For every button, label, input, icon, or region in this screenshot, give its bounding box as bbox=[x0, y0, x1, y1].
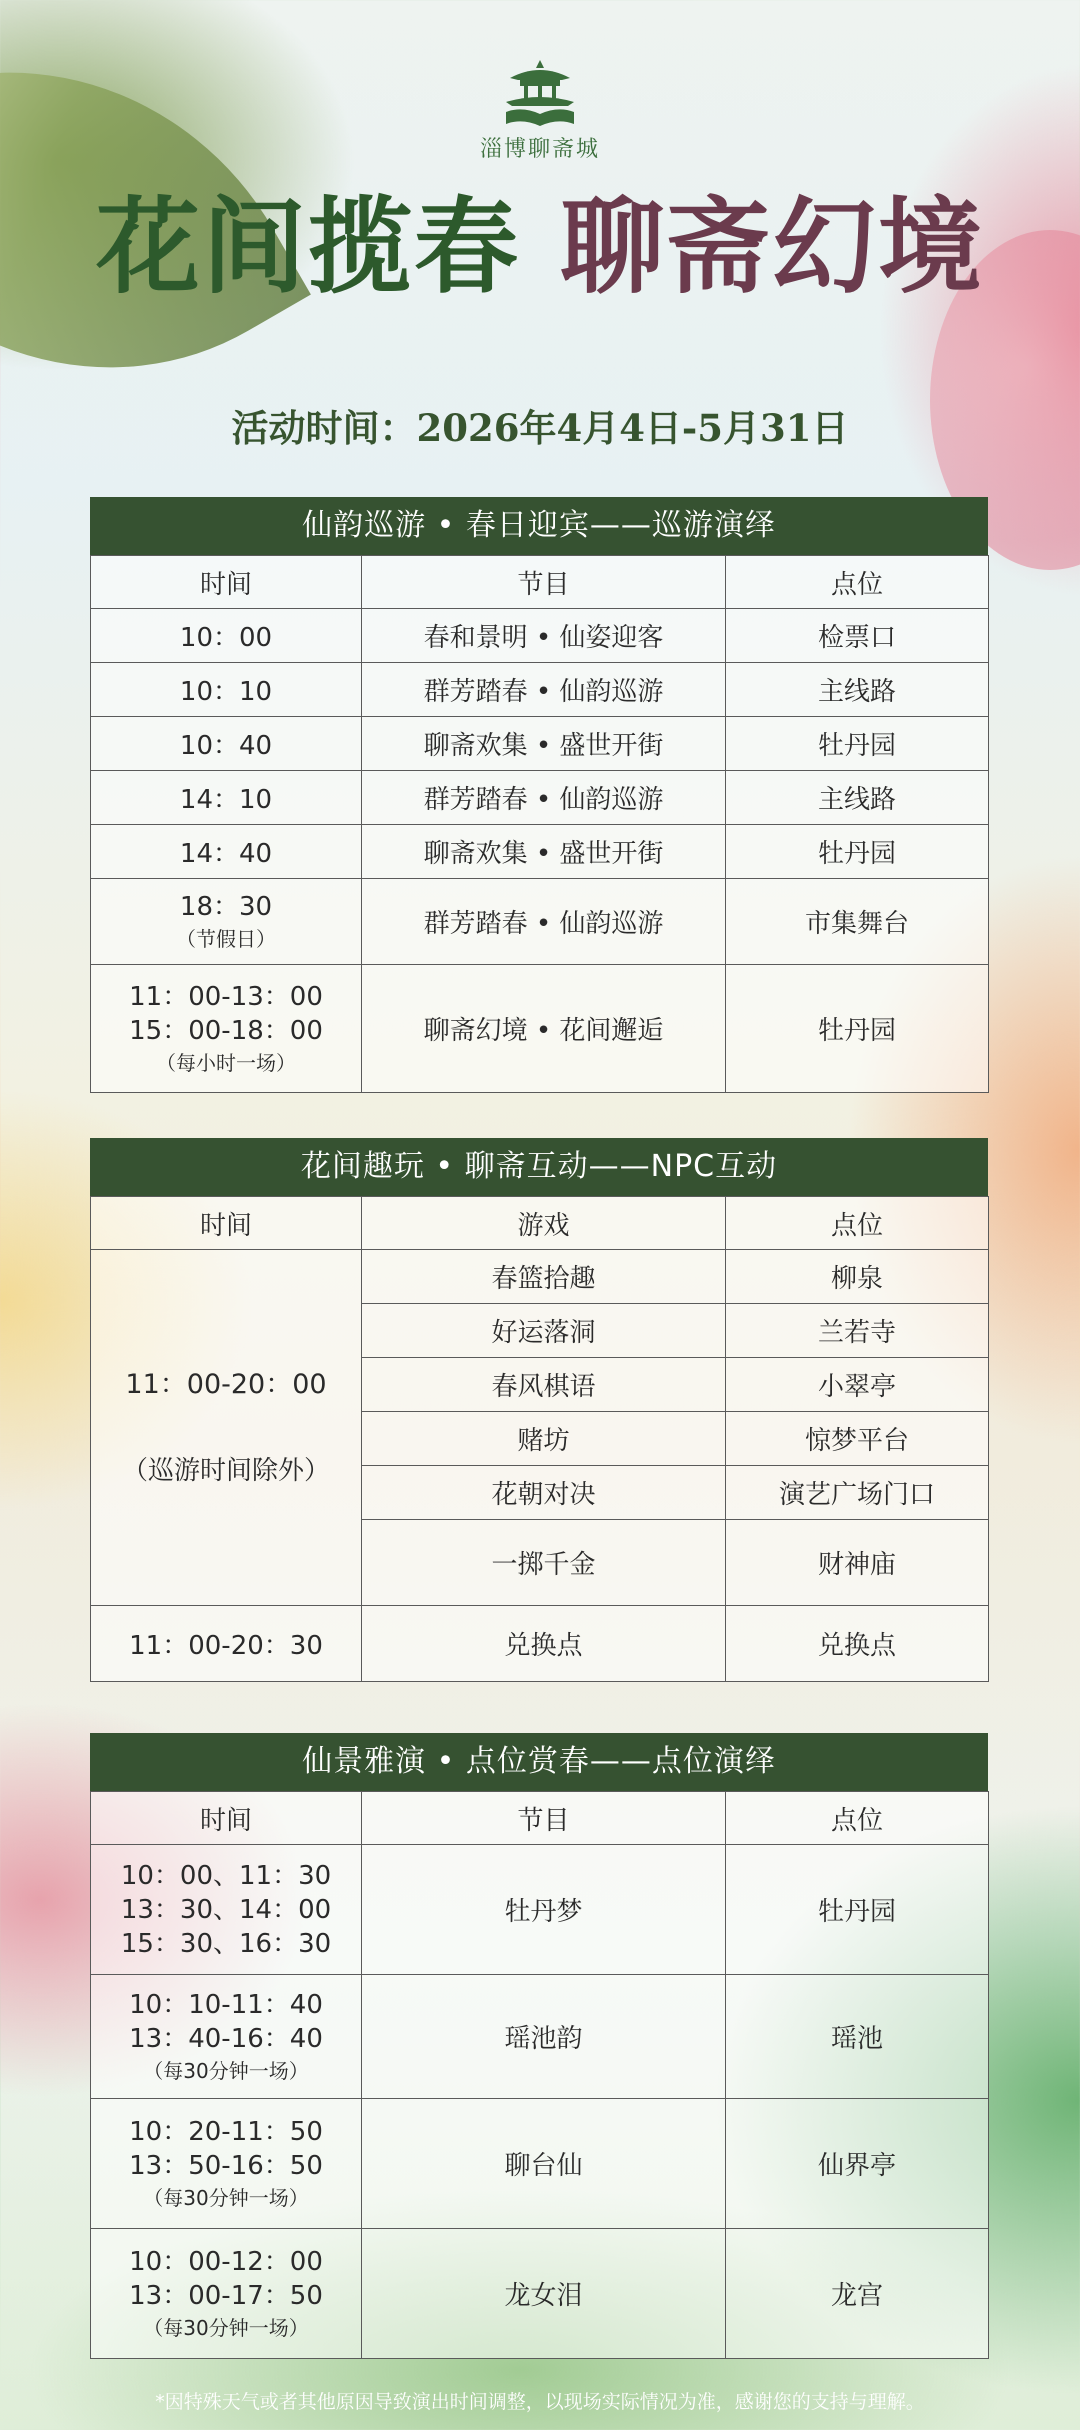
time-cell bbox=[91, 2099, 362, 2229]
time-text: 15：30、16：30 bbox=[120, 1928, 332, 1959]
logo bbox=[475, 58, 605, 163]
time-text: 10：00、11：30 bbox=[120, 1860, 332, 1891]
time-text: 18：30 bbox=[179, 891, 273, 922]
table-row bbox=[91, 1250, 989, 1304]
table-header-row bbox=[91, 1792, 989, 1845]
column-header: 游戏 bbox=[362, 1197, 726, 1250]
location-cell: 市集舞台 bbox=[726, 879, 989, 965]
time-cell bbox=[91, 1845, 362, 1975]
section-heading: 仙景雅演 • 点位赏春——点位演绎 bbox=[90, 1733, 988, 1791]
main-title bbox=[30, 185, 1050, 308]
table-row bbox=[91, 2229, 989, 2359]
game-cell: 春风棋语 bbox=[362, 1358, 726, 1412]
location-cell: 主线路 bbox=[726, 663, 989, 717]
game-cell: 春篮拾趣 bbox=[362, 1250, 726, 1304]
time-text: 13：40-16：40 bbox=[129, 2023, 323, 2054]
time-text: 10：00-12：00 bbox=[129, 2246, 323, 2277]
title-part-1: 花间揽春 bbox=[95, 185, 520, 308]
time-text: 10：20-11：50 bbox=[129, 2116, 323, 2147]
column-header: 点位 bbox=[726, 1197, 989, 1250]
game-cell: 赌坊 bbox=[362, 1412, 726, 1466]
column-header: 节目 bbox=[362, 1792, 726, 1845]
title-part-2: 聊斋幻境 bbox=[560, 185, 985, 308]
location-cell: 牡丹园 bbox=[726, 717, 989, 771]
pavilion-icon bbox=[502, 58, 578, 128]
time-cell: 10：40 bbox=[91, 717, 362, 771]
table-row bbox=[91, 879, 989, 965]
program-cell: 群芳踏春 • 仙韵巡游 bbox=[362, 771, 726, 825]
location-cell: 惊梦平台 bbox=[726, 1412, 989, 1466]
program-cell: 聊台仙 bbox=[362, 2099, 726, 2229]
table-header-row bbox=[91, 556, 989, 609]
location-cell: 牡丹园 bbox=[726, 1845, 989, 1975]
program-cell: 春和景明 • 仙姿迎客 bbox=[362, 609, 726, 663]
time-text: 13：00-17：50 bbox=[129, 2280, 323, 2311]
time-cell bbox=[91, 1975, 362, 2099]
npc-table bbox=[90, 1196, 989, 1682]
location-cell: 兑换点 bbox=[726, 1606, 989, 1682]
table-row bbox=[91, 965, 989, 1093]
table-row bbox=[91, 1606, 989, 1682]
time-text: 11：00-13：00 bbox=[129, 981, 323, 1012]
section-heading: 仙韵巡游 • 春日迎宾——巡游演绎 bbox=[90, 497, 988, 555]
time-note: （每30分钟一场） bbox=[143, 2058, 309, 2083]
time-text: 13：30、14：00 bbox=[120, 1894, 332, 1925]
time-cell: 10：00 bbox=[91, 609, 362, 663]
program-cell: 聊斋欢集 • 盛世开街 bbox=[362, 717, 726, 771]
column-header: 节目 bbox=[362, 556, 726, 609]
time-text: 11：00-20：00 bbox=[125, 1368, 327, 1400]
logo-text: 淄博聊斋城 bbox=[479, 137, 600, 162]
program-cell: 聊斋欢集 • 盛世开街 bbox=[362, 825, 726, 879]
program-cell: 瑶池韵 bbox=[362, 1975, 726, 2099]
game-cell: 花朝对决 bbox=[362, 1466, 726, 1520]
table-row bbox=[91, 717, 989, 771]
section-heading: 花间趣玩 • 聊斋互动——NPC互动 bbox=[90, 1138, 988, 1196]
program-cell: 群芳踏春 • 仙韵巡游 bbox=[362, 879, 726, 965]
table-row bbox=[91, 609, 989, 663]
program-cell: 龙女泪 bbox=[362, 2229, 726, 2359]
location-cell: 柳泉 bbox=[726, 1250, 989, 1304]
game-cell: 好运落洞 bbox=[362, 1304, 726, 1358]
time-note: （巡游时间除外） bbox=[121, 1455, 330, 1486]
spot-performance-section bbox=[90, 1733, 988, 2359]
time-text: 10：10-11：40 bbox=[129, 1989, 323, 2020]
location-cell: 牡丹园 bbox=[726, 965, 989, 1093]
table-header-row bbox=[91, 1197, 989, 1250]
table-row bbox=[91, 1975, 989, 2099]
location-cell: 仙界亭 bbox=[726, 2099, 989, 2229]
game-cell: 一掷千金 bbox=[362, 1520, 726, 1606]
time-note: （节假日） bbox=[176, 926, 276, 951]
location-cell: 财神庙 bbox=[726, 1520, 989, 1606]
time-cell bbox=[91, 879, 362, 965]
time-cell: 11：00-20：30 bbox=[91, 1606, 362, 1682]
column-header: 时间 bbox=[91, 1792, 362, 1845]
time-note: （每30分钟一场） bbox=[143, 2185, 309, 2210]
table-row bbox=[91, 2099, 989, 2229]
table-row bbox=[91, 825, 989, 879]
location-cell: 兰若寺 bbox=[726, 1304, 989, 1358]
time-note: （每小时一场） bbox=[156, 1050, 296, 1075]
parade-section bbox=[90, 497, 988, 1093]
time-cell: 10：10 bbox=[91, 663, 362, 717]
time-cell bbox=[91, 2229, 362, 2359]
parade-table bbox=[90, 555, 989, 1093]
location-cell: 牡丹园 bbox=[726, 825, 989, 879]
time-text: 13：50-16：50 bbox=[129, 2150, 323, 2181]
time-cell bbox=[91, 1250, 362, 1606]
npc-section bbox=[90, 1138, 988, 1682]
time-text: 15：00-18：00 bbox=[129, 1015, 323, 1046]
program-cell: 群芳踏春 • 仙韵巡游 bbox=[362, 663, 726, 717]
column-header: 点位 bbox=[726, 1792, 989, 1845]
location-cell: 检票口 bbox=[726, 609, 989, 663]
location-cell: 瑶池 bbox=[726, 1975, 989, 2099]
table-row bbox=[91, 771, 989, 825]
location-cell: 演艺广场门口 bbox=[726, 1466, 989, 1520]
time-cell: 14：40 bbox=[91, 825, 362, 879]
column-header: 时间 bbox=[91, 1197, 362, 1250]
program-cell: 聊斋幻境 • 花间邂逅 bbox=[362, 965, 726, 1093]
table-row bbox=[91, 1845, 989, 1975]
location-cell: 小翠亭 bbox=[726, 1358, 989, 1412]
column-header: 时间 bbox=[91, 556, 362, 609]
location-cell: 龙宫 bbox=[726, 2229, 989, 2359]
location-cell: 主线路 bbox=[726, 771, 989, 825]
time-note: （每30分钟一场） bbox=[143, 2315, 309, 2340]
game-cell: 兑换点 bbox=[362, 1606, 726, 1682]
footer-disclaimer: *因特殊天气或者其他原因导致演出时间调整，以现场实际情况为准，感谢您的支持与理解。 bbox=[155, 2391, 925, 2413]
time-cell: 14：10 bbox=[91, 771, 362, 825]
time-cell bbox=[91, 965, 362, 1093]
program-cell: 牡丹梦 bbox=[362, 1845, 726, 1975]
event-dates: 活动时间：2026年4月4日-5月31日 bbox=[231, 406, 849, 450]
spot-table bbox=[90, 1791, 989, 2359]
column-header: 点位 bbox=[726, 556, 989, 609]
table-row bbox=[91, 663, 989, 717]
